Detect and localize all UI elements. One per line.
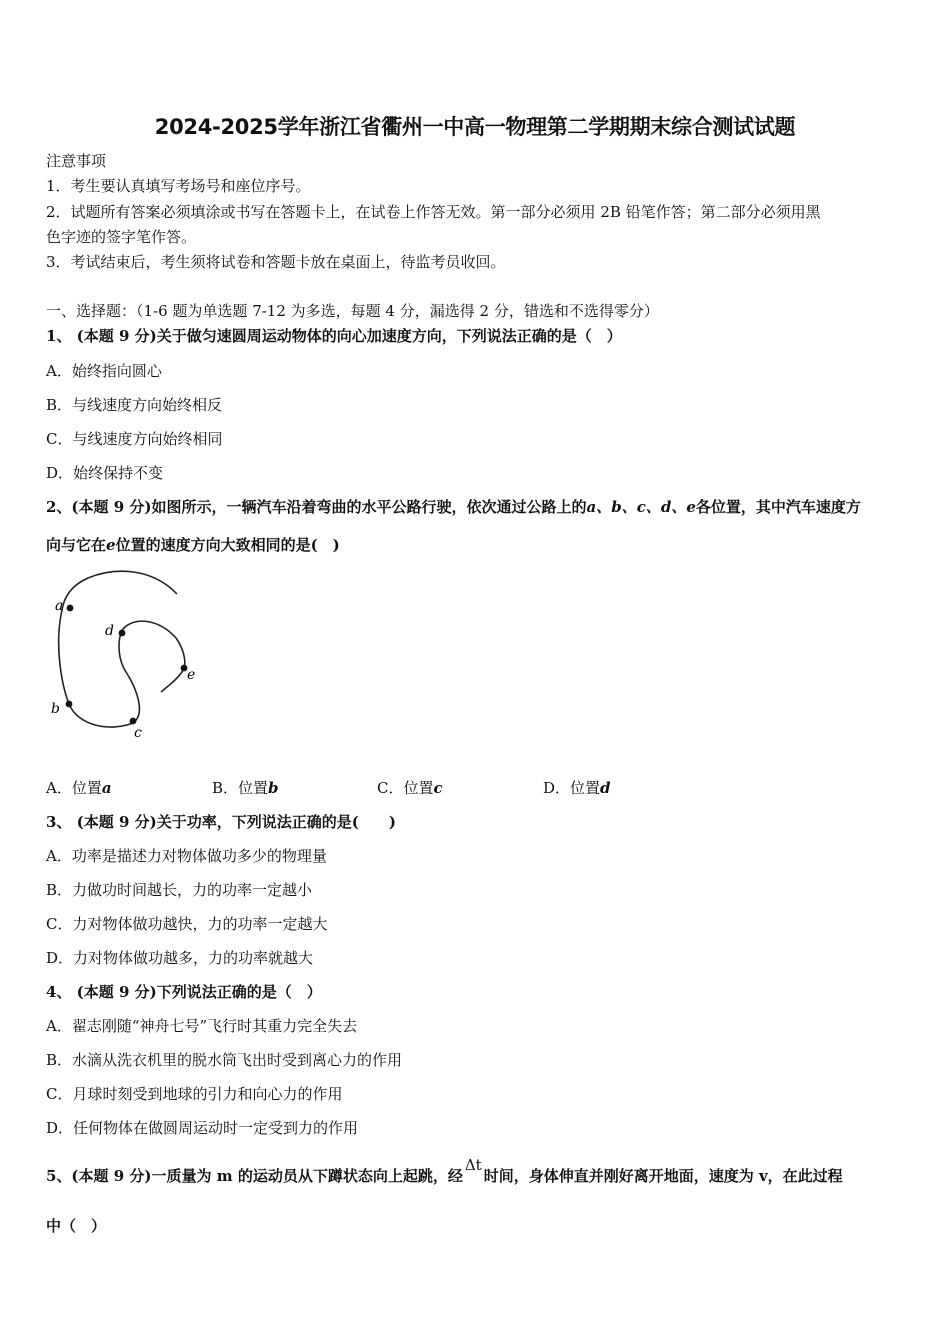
q2-stem-line2: 向与它在e位置的速度方向大致相同的是( ) [46, 536, 340, 554]
notice-item: 3．考试结束后，考生须将试卷和答题卡放在桌面上，待监考员收回。 [46, 253, 506, 271]
label-a: a [55, 598, 64, 614]
q3-stem: 3、 (本题 9 分)关于功率，下列说法正确的是( ) [46, 813, 396, 831]
point-d-dot [119, 630, 126, 637]
q1-option-b: B．与线速度方向始终相反 [46, 396, 223, 414]
q2-stem: 2、(本题 9 分)如图所示，一辆汽车沿着弯曲的水平公路行驶，依次通过公路上的a、b、c、d、e各位置，其中汽车速度方 [46, 498, 861, 516]
q3-option-b: B．力做功时间越长，力的功率一定越小 [46, 881, 313, 899]
notice-item: 色字迹的签字笔作答。 [46, 228, 197, 246]
point-b-dot [66, 701, 73, 708]
notice-item: 1．考生要认真填写考场号和座位序号。 [46, 177, 311, 195]
q1-option-a: A．始终指向圆心 [46, 362, 162, 380]
label-b: b [51, 701, 60, 717]
q3-option-a: A．功率是描述力对物体做功多少的物理量 [46, 847, 327, 865]
q4-option-d: D．任何物体在做圆周运动时一定受到力的作用 [46, 1119, 359, 1137]
point-a-dot [67, 605, 74, 612]
point-c-dot [130, 718, 137, 725]
page-title: 2024-2025学年浙江省衢州一中高一物理第二学期期末综合测试试题 [154, 115, 796, 139]
label-e: e [187, 667, 196, 683]
q2-option-b: B．位置b [212, 779, 279, 797]
q2-option-d: D．位置d [543, 779, 611, 797]
delta-t: Δt [464, 1156, 482, 1174]
q4-option-c: C．月球时刻受到地球的引力和向心力的作用 [46, 1085, 343, 1103]
q3-option-d: D．力对物体做功越多，力的功率就越大 [46, 949, 314, 967]
road-curve-figure [40, 566, 210, 746]
q5-stem-line2: 中（ ） [46, 1217, 107, 1235]
road-path [59, 571, 185, 727]
notice-item: 2．试题所有答案必须填涂或书写在答题卡上，在试卷上作答无效。第一部分必须用 2B 铅笔作答；第二部分必须用黑 [46, 203, 821, 221]
q3-option-c: C．力对物体做功越快，力的功率一定越大 [46, 915, 328, 933]
label-c: c [134, 725, 142, 741]
q2-option-c: C．位置c [377, 779, 443, 797]
q2-option-a: A．位置a [46, 779, 112, 797]
q1-stem: 1、 (本题 9 分)关于做匀速圆周运动物体的向心加速度方向，下列说法正确的是（ ） [46, 327, 622, 345]
q4-stem: 4、 (本题 9 分)下列说法正确的是（ ） [46, 983, 322, 1001]
label-d: d [105, 623, 114, 639]
q4-option-b: B．水滴从洗衣机里的脱水筒飞出时受到离心力的作用 [46, 1051, 403, 1069]
notice-heading: 注意事项 [46, 152, 107, 170]
section-heading: 一、选择题：（1-6 题为单选题 7-12 为多选，每题 4 分，漏选得 2 分，错选和不选得零分） [46, 302, 659, 320]
q1-option-c: C．与线速度方向始终相同 [46, 430, 223, 448]
q1-option-d: D．始终保持不变 [46, 464, 164, 482]
q5-stem: 5、(本题 9 分)一质量为 m 的运动员从下蹲状态向上起跳，经Δt时间，身体伸直并刚好离开地面，速度为 v，在此过程 [46, 1156, 843, 1185]
q4-option-a: A．翟志刚随“神舟七号”飞行时其重力完全失去 [46, 1017, 358, 1035]
